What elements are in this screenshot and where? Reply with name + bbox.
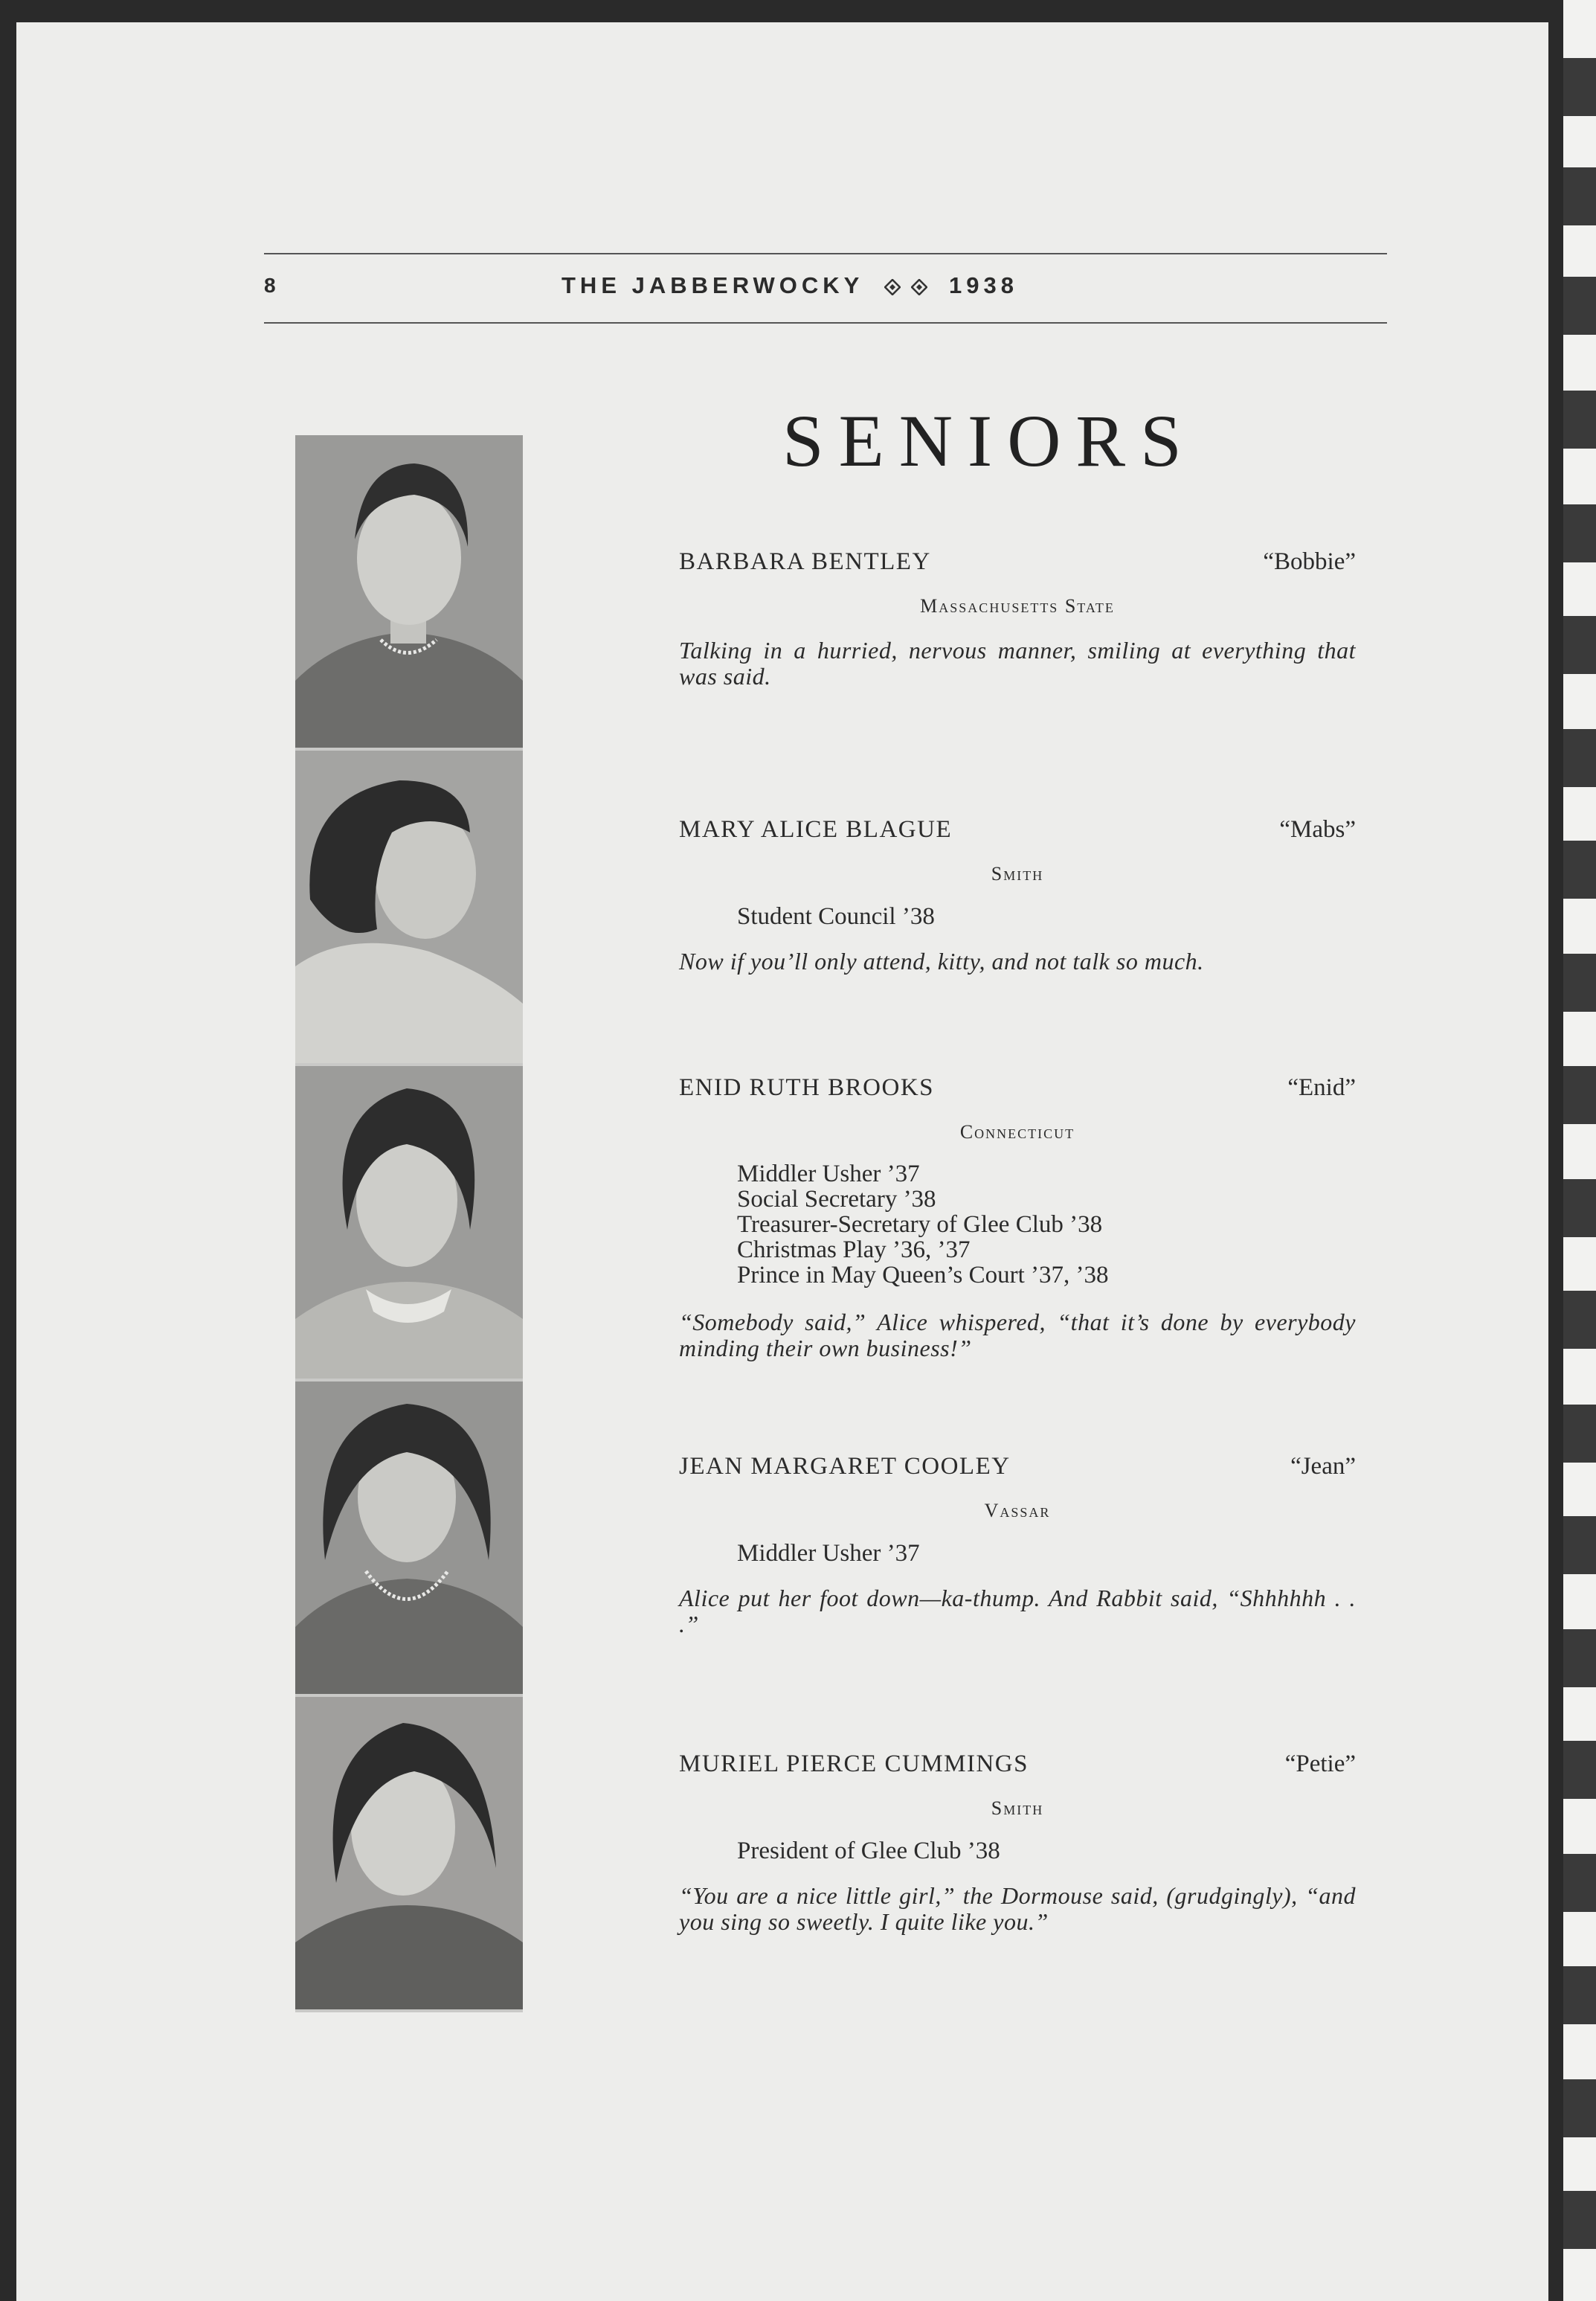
- activity-item: Treasurer-Secretary of Glee Club ’38: [737, 1211, 1103, 1238]
- senior-college: Smith: [991, 1797, 1044, 1819]
- running-header: [562, 272, 1018, 299]
- senior-name: BARBARA BENTLEY: [679, 548, 931, 575]
- senior-name: MARY ALICE BLAGUE: [679, 816, 953, 843]
- senior-nickname: “Jean”: [1290, 1453, 1356, 1480]
- senior-nickname: “Enid”: [1287, 1074, 1356, 1101]
- portrait-photo: [295, 1697, 523, 2009]
- senior-entry: [679, 1074, 1356, 1387]
- binding-ring: [1563, 2079, 1596, 2137]
- senior-college: Smith: [991, 863, 1044, 885]
- diamond-ornament-icon: [911, 277, 927, 293]
- binding-ring: [1563, 391, 1596, 449]
- senior-quote: Alice put her foot down—ka-thump. And Rabbit said, “Shhhhhh . . .”: [679, 1585, 1356, 1637]
- portrait-column: [295, 435, 523, 2012]
- senior-activities: [737, 904, 935, 929]
- spiral-binding: [1563, 0, 1596, 2301]
- binding-ring: [1563, 1966, 1596, 2024]
- senior-quote: Now if you’ll only attend, kitty, and not talk so much.: [679, 948, 1204, 975]
- senior-nickname: “Mabs”: [1279, 816, 1356, 843]
- binding-ring: [1563, 58, 1596, 116]
- senior-college: Vassar: [984, 1500, 1051, 1521]
- binding-ring: [1563, 616, 1596, 674]
- section-title: SENIORS: [782, 399, 1197, 482]
- binding-ring: [1563, 841, 1596, 899]
- senior-nickname: “Bobbie”: [1263, 548, 1356, 575]
- binding-ring: [1563, 729, 1596, 787]
- activity-item: Middler Usher ’37: [737, 1161, 920, 1187]
- senior-entry: [679, 548, 1356, 697]
- page-number: 8: [264, 274, 277, 297]
- binding-ring: [1563, 1854, 1596, 1912]
- senior-activities: [737, 1838, 1000, 1864]
- binding-ring: [1563, 1179, 1596, 1237]
- senior-entry: [679, 816, 1356, 1010]
- header-rule-bottom: [264, 322, 1387, 324]
- binding-ring: [1563, 504, 1596, 562]
- activity-item: Student Council ’38: [737, 903, 935, 930]
- senior-entry: [679, 1453, 1356, 1646]
- activity-item: President of Glee Club ’38: [737, 1838, 1000, 1864]
- senior-name: ENID RUTH BROOKS: [679, 1074, 935, 1101]
- binding-ring: [1563, 1516, 1596, 1574]
- senior-college: Massachusetts State: [920, 595, 1115, 617]
- binding-ring: [1563, 2191, 1596, 2249]
- senior-entry: [679, 1750, 1356, 1974]
- binding-ring: [1563, 1066, 1596, 1124]
- senior-activities: [737, 1161, 1109, 1288]
- publication-year: 1938: [949, 272, 1019, 298]
- portrait-photo: [295, 1381, 523, 1694]
- binding-ring: [1563, 277, 1596, 335]
- activity-item: Christmas Play ’36, ’37: [737, 1236, 971, 1263]
- binding-ring: [1563, 1741, 1596, 1799]
- senior-quote: Talking in a hurried, nervous manner, smiling at everything that was said.: [679, 637, 1356, 690]
- binding-ring: [1563, 1629, 1596, 1687]
- activity-item: Prince in May Queen’s Court ’37, ’38: [737, 1262, 1109, 1289]
- binding-ring: [1563, 954, 1596, 1012]
- senior-name: MURIEL PIERCE CUMMINGS: [679, 1750, 1029, 1777]
- senior-quote: “Somebody said,” Alice whispered, “that it’s done by everybody minding their own business!”: [679, 1309, 1356, 1361]
- senior-activities: [737, 1541, 920, 1566]
- senior-quote: “You are a nice little girl,” the Dormouse said, (grudgingly), “and you sing so sweetly. I quite like you.”: [679, 1882, 1356, 1935]
- binding-ring: [1563, 1405, 1596, 1463]
- header-rule-top: [264, 253, 1387, 254]
- binding-ring: [1563, 1291, 1596, 1349]
- senior-nickname: “Petie”: [1284, 1750, 1356, 1777]
- publication-title: THE JABBERWOCKY: [562, 272, 863, 298]
- senior-college: Connecticut: [959, 1121, 1075, 1143]
- diamond-ornament-icon: [884, 277, 901, 293]
- activity-item: Middler Usher ’37: [737, 1540, 920, 1567]
- portrait-photo: [295, 435, 523, 748]
- portrait-photo: [295, 1066, 523, 1379]
- binding-ring: [1563, 167, 1596, 225]
- portrait-photo: [295, 751, 523, 1063]
- activity-item: Social Secretary ’38: [737, 1186, 936, 1213]
- senior-name: JEAN MARGARET COOLEY: [679, 1453, 1011, 1480]
